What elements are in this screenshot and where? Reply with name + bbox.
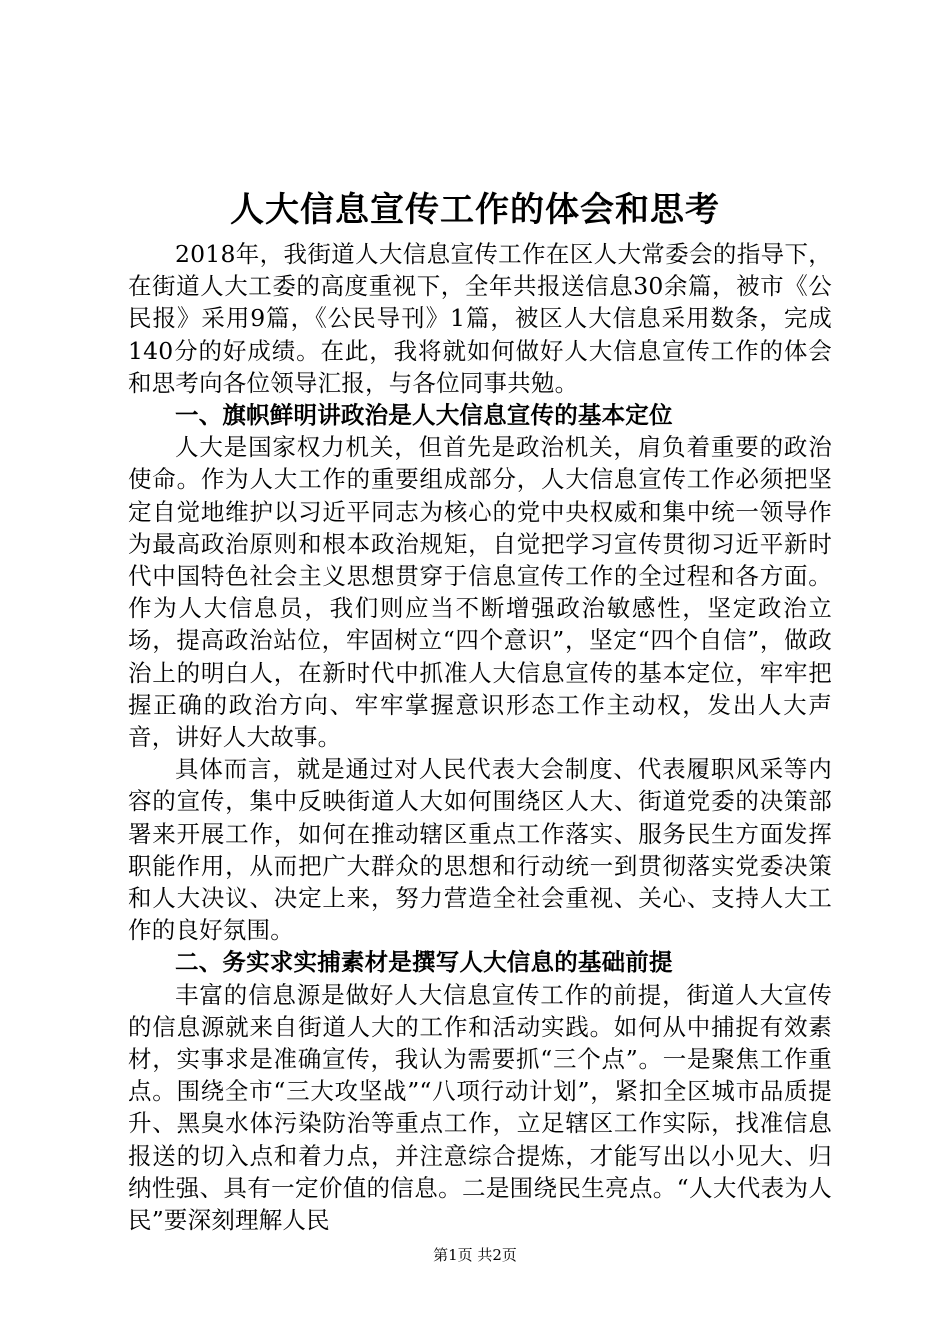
document-title: 人大信息宣传工作的体会和思考: [230, 190, 720, 230]
paragraph-section-1-b: 具体而言，就是通过对人民代表大会制度、代表履职风采等内容的宣传，集中反映街道人大如何围绕区人大、街道党委的决策部署来开展工作，如何在推动辖区重点工作落实、服务民生方面发挥职能作用，从而把广大群众的思想和行动统一到贯彻落实党委决策和人大决议、决定上来，努力营造全社会重视、关心、支持人大工作的良好氛围。: [128, 755, 832, 945]
section-heading-2: 二、务实求实捕素材是撰写人大信息的基础前提: [175, 948, 673, 977]
paragraph-section-1-a: 人大是国家权力机关，但首先是政治机关，肩负着重要的政治使命。作为人大工作的重要组成部分，人大信息宣传工作必须把坚定自觉地维护以习近平同志为核心的党中央权威和集中统一领导作为最高政治原则和根本政治规矩，自觉把学习宣传贯彻习近平新时代中国特色社会主义思想贯穿于信息宣传工作的全过程和各方面。作为人大信息员，我们则应当不断增强政治敏感性，坚定政治立场，提高政治站位，牢固树立“四个意识”，坚定“四个自信”，做政治上的明白人，在新时代中抓准人大信息宣传的基本定位，牢牢把握正确的政治方向、牢牢掌握意识形态工作主动权，发出人大声音，讲好人大故事。: [128, 433, 832, 752]
paragraph-section-2-a: 丰富的信息源是做好人大信息宣传工作的前提，街道人大宣传的信息源就来自街道人大的工作和活动实践。如何从中捕捉有效素材，实事求是准确宣传，我认为需要抓“三个点”。一是聚焦工作重点。围绕全市“三大攻坚战”“八项行动计划”，紧扣全区城市品质提升、黑臭水体污染防治等重点工作，立足辖区工作实际，找准信息报送的切入点和着力点，并注意综合提炼，才能写出以小见大、归纳性强、具有一定价值的信息。二是围绕民生亮点。“人大代表为人民”要深刻理解人民: [128, 980, 832, 1235]
document-body: [128, 238, 832, 1236]
paragraph-intro: 2018年，我街道人大信息宣传工作在区人大常委会的指导下，在街道人大工委的高度重视下，全年共报送信息30余篇，被市《公民报》采用9篇，《公民导刊》1篇，被区人大信息采用数条，完成140分的好成绩。在此，我将就如何做好人大信息宣传工作的体会和思考向各位领导汇报，与各位同事共勉。: [128, 240, 832, 397]
section-heading-1: 一、旗帜鲜明讲政治是人大信息宣传的基本定位: [175, 401, 673, 430]
page-number-footer: 第1页 共2页: [433, 1246, 517, 1264]
